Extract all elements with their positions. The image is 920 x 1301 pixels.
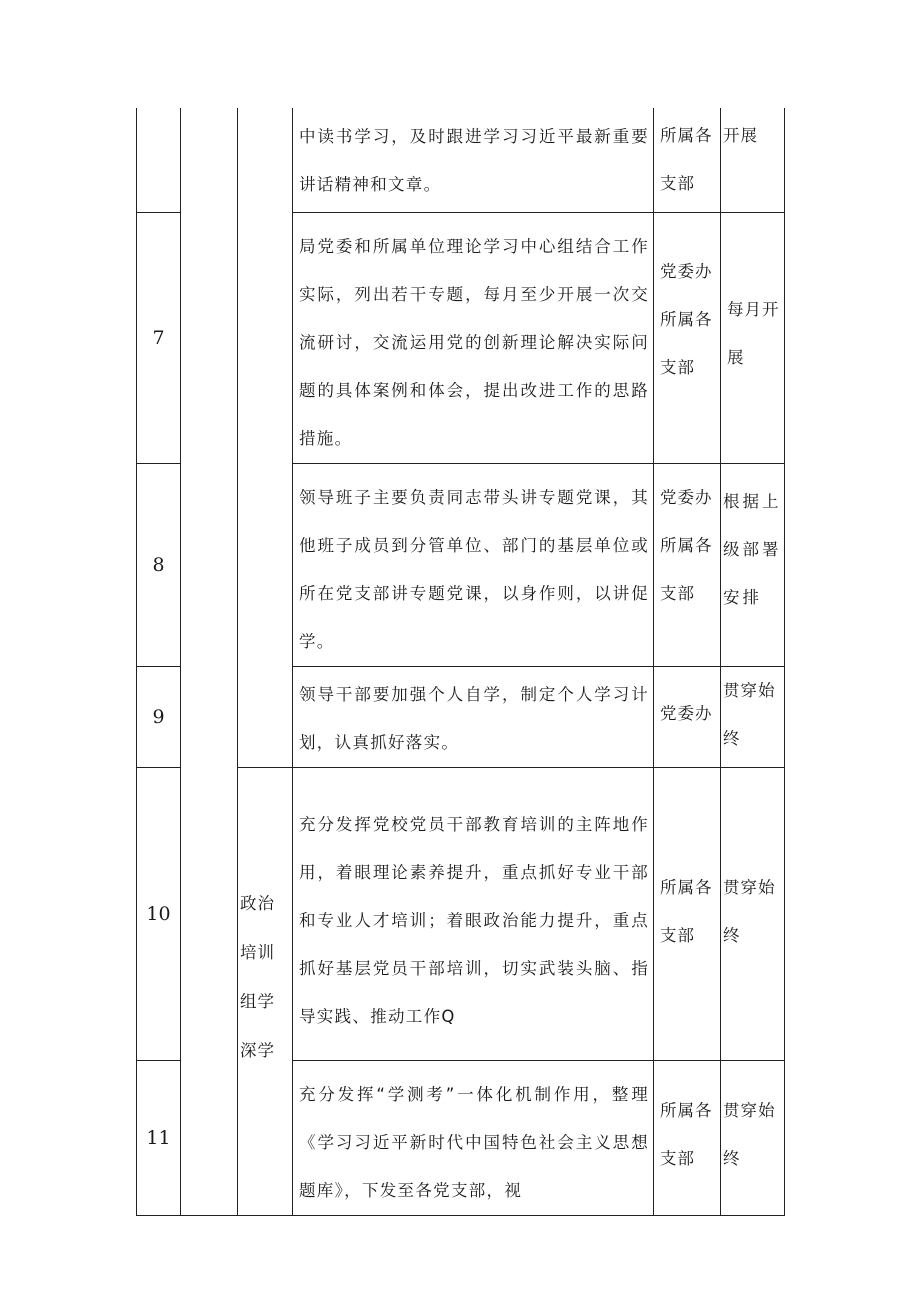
schedule: 根据上级部署安排 bbox=[721, 463, 785, 666]
task-table bbox=[136, 108, 785, 1216]
schedule: 每月开展 bbox=[721, 212, 785, 463]
responsible-dept: 党委办所属各支部 bbox=[654, 212, 721, 463]
row-number: 10 bbox=[137, 767, 181, 1060]
task-content: 局党委和所属单位理论学习中心组结合工作实际，列出若干专题，每月至少开展一次交流研讨，交流运用党的创新理论解决实际问题的具体案例和体会，提出改进工作的思路措施。 bbox=[293, 212, 654, 463]
blank-column bbox=[181, 108, 238, 1215]
schedule: 开展 bbox=[721, 108, 785, 212]
responsible-dept: 所属各支部 bbox=[654, 767, 721, 1060]
row-number: 8 bbox=[137, 463, 181, 666]
row-number: 7 bbox=[137, 212, 181, 463]
task-content: 领导干部要加强个人自学，制定个人学习计划，认真抓好落实。 bbox=[293, 666, 654, 767]
task-content: 充分发挥“学测考”一体化机制作用，整理《学习习近平新时代中国特色社会主义思想题库》，下发至各党支部，视 bbox=[293, 1060, 654, 1215]
schedule: 贯穿始终 bbox=[721, 666, 785, 767]
responsible-dept: 所属各支部 bbox=[654, 108, 721, 212]
schedule: 贯穿始终 bbox=[721, 767, 785, 1060]
task-content: 领导班子主要负责同志带头讲专题党课，其他班子成员到分管单位、部门的基层单位或所在党支部讲专题党课，以身作则，以讲促学。 bbox=[293, 463, 654, 666]
responsible-dept: 党委办 bbox=[654, 666, 721, 767]
table-row bbox=[137, 108, 785, 212]
row-number: 9 bbox=[137, 666, 181, 767]
category-cell-previous bbox=[238, 108, 293, 767]
responsible-dept: 党委办所属各支部 bbox=[654, 463, 721, 666]
responsible-dept: 所属各支部 bbox=[654, 1060, 721, 1215]
task-content: 中读书学习，及时跟进学习习近平最新重要讲话精神和文章。 bbox=[293, 108, 654, 212]
category-label: 政治培训组学深学 bbox=[240, 893, 275, 1060]
row-number: 11 bbox=[137, 1060, 181, 1215]
category-cell bbox=[238, 767, 293, 1215]
row-number bbox=[137, 108, 181, 212]
task-content: 充分发挥党校党员干部教育培训的主阵地作用，着眼理论素养提升，重点抓好专业干部和专业人才培训；着眼政治能力提升，重点抓好基层党员干部培训，切实武装头脑、指导实践、推动工作Q bbox=[293, 767, 654, 1060]
schedule: 贯穿始终 bbox=[721, 1060, 785, 1215]
